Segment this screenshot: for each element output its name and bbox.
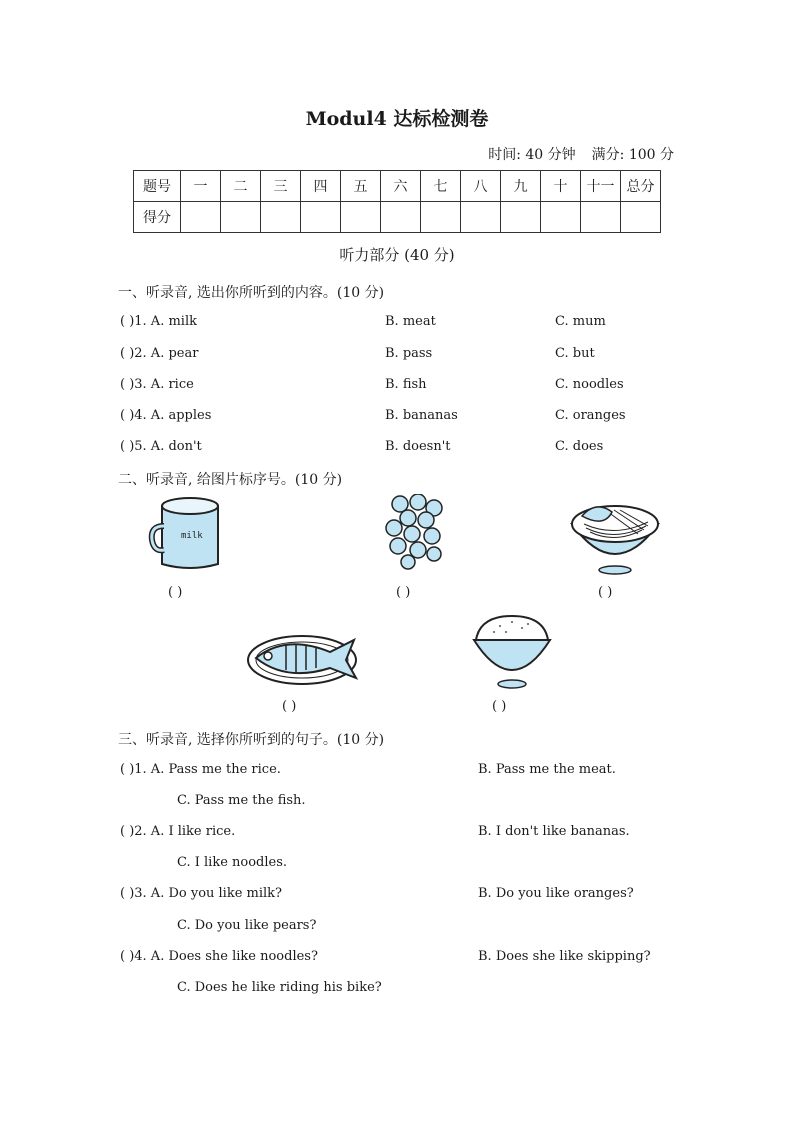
- full-score: 满分: 100 分: [591, 147, 674, 163]
- mug-label: milk: [181, 531, 203, 541]
- page-title: Modul4 达标检测卷: [305, 108, 489, 130]
- milk-mug-icon: [148, 494, 228, 574]
- score-header-cell: 一: [181, 171, 221, 202]
- time-limit: 时间: 40 分钟: [488, 147, 576, 163]
- score-cell[interactable]: [501, 202, 541, 233]
- noodle-bowl-icon: [568, 494, 662, 576]
- s3-item-3-b: B. Do you like oranges?: [478, 886, 634, 901]
- score-cell[interactable]: [541, 202, 581, 233]
- s1-item-4-c: C. oranges: [555, 408, 626, 423]
- s1-item-5-a: ( )5. A. don't: [120, 439, 202, 454]
- score-row-label: 得分: [134, 202, 181, 233]
- score-cell[interactable]: [381, 202, 421, 233]
- s1-item-4-b: B. bananas: [385, 408, 458, 423]
- picture-blank-3[interactable]: ( ): [598, 585, 613, 600]
- s3-item-1-a: ( )1. A. Pass me the rice.: [120, 762, 281, 777]
- score-cell[interactable]: [461, 202, 501, 233]
- s1-item-2-b: B. pass: [385, 346, 433, 361]
- score-cell[interactable]: [261, 202, 301, 233]
- s1-item-3-b: B. fish: [385, 377, 427, 392]
- picture-blank-5[interactable]: ( ): [492, 699, 507, 714]
- section-2-heading: 二、听录音, 给图片标序号。(10 分): [118, 472, 343, 488]
- score-header-cell: 十一: [581, 171, 621, 202]
- picture-blank-4[interactable]: ( ): [282, 699, 297, 714]
- section-3-heading: 三、听录音, 选择你所听到的句子。(10 分): [118, 732, 385, 748]
- s1-item-3-a: ( )3. A. rice: [120, 377, 194, 392]
- score-table: [133, 170, 661, 233]
- s3-item-1-b: B. Pass me the meat.: [478, 762, 616, 777]
- score-header-cell: 六: [381, 171, 421, 202]
- s3-item-2-c: C. I like noodles.: [177, 855, 288, 870]
- rice-bowl-icon: [470, 612, 554, 690]
- s1-item-1-a: ( )1. A. milk: [120, 314, 197, 329]
- score-header-cell: 二: [221, 171, 261, 202]
- score-table-score-row: [134, 202, 661, 233]
- score-cell[interactable]: [221, 202, 261, 233]
- score-table-header-row: [134, 171, 661, 202]
- section-1-heading: 一、听录音, 选出你所听到的内容。(10 分): [118, 285, 385, 301]
- score-header-cell: 九: [501, 171, 541, 202]
- score-header-cell: 八: [461, 171, 501, 202]
- s3-item-4-c: C. Does he like riding his bike?: [177, 980, 382, 995]
- s3-item-3-a: ( )3. A. Do you like milk?: [120, 886, 283, 901]
- part-title: 听力部分 (40 分): [339, 246, 455, 264]
- fish-plate-icon: [246, 628, 362, 688]
- score-header-cell: 题号: [134, 171, 181, 202]
- score-cell[interactable]: [341, 202, 381, 233]
- s3-item-2-b: B. I don't like bananas.: [478, 824, 630, 839]
- s1-item-5-b: B. doesn't: [385, 439, 451, 454]
- exam-meta: [488, 144, 674, 164]
- score-header-cell: 七: [421, 171, 461, 202]
- score-header-cell: 总分: [621, 171, 661, 202]
- score-header-cell: 十: [541, 171, 581, 202]
- s1-item-1-c: C. mum: [555, 314, 606, 329]
- grapes-icon: [384, 494, 450, 574]
- s3-item-4-b: B. Does she like skipping?: [478, 949, 651, 964]
- s1-item-5-c: C. does: [555, 439, 604, 454]
- s3-item-2-a: ( )2. A. I like rice.: [120, 824, 236, 839]
- s1-item-3-c: C. noodles: [555, 377, 624, 392]
- score-header-cell: 三: [261, 171, 301, 202]
- score-header-cell: 四: [301, 171, 341, 202]
- s3-item-3-c: C. Do you like pears?: [177, 918, 317, 933]
- s3-item-4-a: ( )4. A. Does she like noodles?: [120, 949, 318, 964]
- score-cell[interactable]: [421, 202, 461, 233]
- score-cell[interactable]: [581, 202, 621, 233]
- s1-item-2-c: C. but: [555, 346, 595, 361]
- score-header-cell: 五: [341, 171, 381, 202]
- score-cell[interactable]: [181, 202, 221, 233]
- s3-item-1-c: C. Pass me the fish.: [177, 793, 306, 808]
- picture-blank-1[interactable]: ( ): [168, 585, 183, 600]
- score-cell[interactable]: [301, 202, 341, 233]
- s1-item-1-b: B. meat: [385, 314, 436, 329]
- s1-item-4-a: ( )4. A. apples: [120, 408, 212, 423]
- s1-item-2-a: ( )2. A. pear: [120, 346, 199, 361]
- score-cell[interactable]: [621, 202, 661, 233]
- picture-blank-2[interactable]: ( ): [396, 585, 411, 600]
